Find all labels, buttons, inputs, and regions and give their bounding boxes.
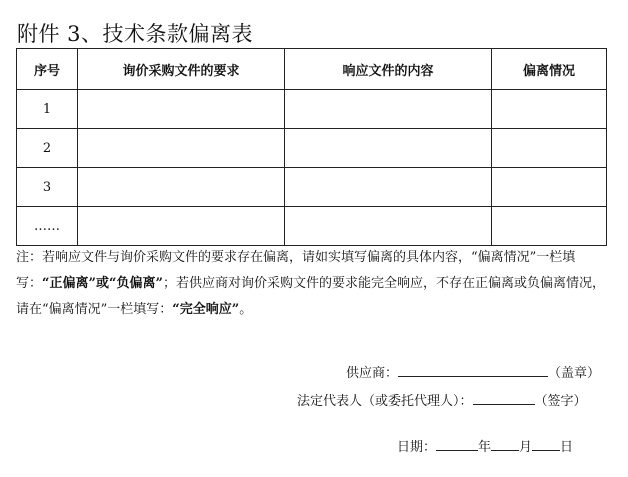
header-index: 序号 [17,49,78,90]
requirement-cell[interactable] [78,168,285,207]
table-row [17,129,607,168]
requirement-cell[interactable] [78,129,285,168]
response-cell[interactable] [285,90,492,129]
day-label: 日 [560,440,574,455]
date-label: 日期： [397,440,437,455]
instruction-note [16,245,610,323]
row-index: 2 [17,129,78,168]
requirement-cell[interactable] [78,207,285,246]
header-deviation: 偏离情况 [492,49,607,90]
representative-signature-row [297,390,587,409]
month-blank[interactable] [491,436,519,451]
row-index: …… [17,207,78,246]
note-bold-deviation: “正偏离”或“负偏离” [42,276,163,291]
deviation-table [16,48,607,246]
requirement-cell[interactable] [78,90,285,129]
row-index: 1 [17,90,78,129]
supplier-blank[interactable] [398,362,548,377]
representative-label: 法定代表人（或委托代理人）： [297,394,473,409]
year-label: 年 [478,440,492,455]
note-text-1: 注：若响应文件与询价采购文件的要求存在偏离，请如实填写偏离的具体内容，“偏离情况”一栏填写： [16,250,576,291]
month-label: 月 [519,440,533,455]
deviation-cell[interactable] [492,207,607,246]
table-row [17,207,607,246]
response-cell[interactable] [285,129,492,168]
table-row [17,90,607,129]
supplier-signature-row [346,362,600,381]
row-index: 3 [17,168,78,207]
supplier-label: 供应商： [346,366,399,381]
seal-label: （盖章） [548,366,601,381]
table-row [17,168,607,207]
deviation-cell[interactable] [492,129,607,168]
note-text-3: 。 [239,302,253,317]
deviation-cell[interactable] [492,168,607,207]
year-blank[interactable] [436,436,478,451]
date-row [397,436,573,455]
sign-label: （签字） [534,394,587,409]
response-cell[interactable] [285,168,492,207]
note-bold-full-response: “完全响应” [172,302,240,317]
header-response: 响应文件的内容 [285,49,492,90]
note-text-2: ；若供应商对询价采购文件的要求能完全响应，不存在正偏离或负偏离情况，请在“偏离情况”一栏填写： [16,276,605,317]
day-blank[interactable] [532,436,560,451]
table-header-row [17,49,607,90]
header-requirement: 询价采购文件的要求 [78,49,285,90]
representative-blank[interactable] [473,390,535,405]
document-title: 附件 3、技术条款偏离表 [17,22,254,46]
response-cell[interactable] [285,207,492,246]
deviation-cell[interactable] [492,90,607,129]
